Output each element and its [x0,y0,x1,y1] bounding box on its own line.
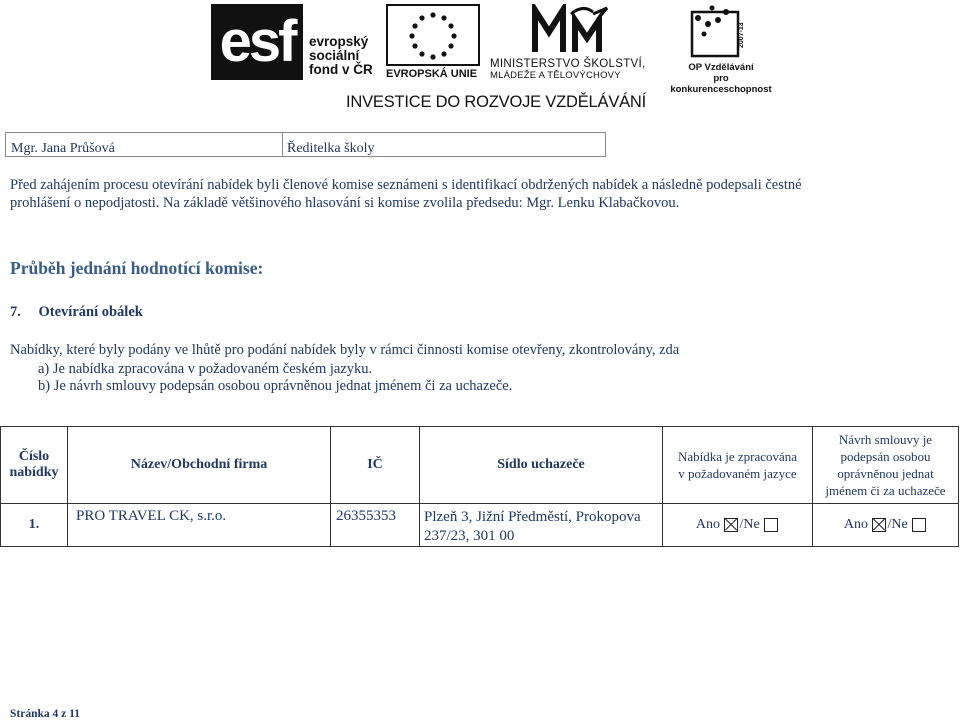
op-seal-text: 2007-13 [738,22,745,48]
header-signature-line-2: podepsán osobou [840,449,931,464]
intro-line-2: prohlášení o nepodjatosti. Na základě většinového hlasování si komise zvolila předsedu: Mgr. Lenku Klabačkovou. [10,195,680,211]
signature-role: Ředitelka školy [287,141,375,156]
op-logo-icon [688,4,752,62]
section-heading: Průběh jednání hodnotící komise: [10,258,264,278]
header-language-line-1: Nabídka je zpracována [677,449,798,464]
row-language-choice [663,504,813,547]
signature-name-cell [6,133,283,156]
header-signature-line-3: oprávněnou jednat [837,466,934,481]
esf-line-2: sociální [309,48,360,63]
header-number-line-1: Číslo [18,449,50,464]
header-language-line-2: v požadovaném jazyce [678,466,797,481]
header-name: Název/Obchodní firma [68,427,331,504]
esf-logo-mark: esf [211,4,303,80]
header-signature-line-4: jménem či za uchazeče [825,483,946,498]
header-language [663,427,813,504]
row-name: PRO TRAVEL CK, s.r.o. [68,504,331,547]
section-7-label: Otevírání obálek [38,304,143,320]
section-7-title [10,304,143,321]
tagline: INVESTICE DO ROZVOJE VZDĚLÁVÁNÍ [346,93,647,111]
row-seat-line-2: 237/23, 301 00 [424,528,515,544]
signature-no-label: /Ne [887,517,908,532]
signature-no-checkbox[interactable] [912,518,926,532]
op-logo-text [666,62,776,95]
row-seat [420,504,663,547]
msmt-line-2: MLÁDEŽE A TĚLOVÝCHOVY [490,70,621,81]
page-number: Stránka 4 z 11 [10,708,80,720]
row-seat-line-1: Plzeň 3, Jižní Předměstí, Prokopova [424,509,641,525]
row-ic: 26355353 [331,504,420,547]
signature-table [5,132,606,157]
eu-label: EVROPSKÁ UNIE [386,68,478,80]
signature-yes-label: Ano [843,517,868,532]
section-7-item-a: a) Je nabídka zpracována v požadovaném českém jazyku. [38,361,373,377]
language-no-label: /Ne [739,517,760,532]
section-7-text: Nabídky, které byly podány ve lhůtě pro podání nabídek byly v rámci činnosti komise otevřeny, zkontrolovány, zda [10,342,680,358]
table-row [1,504,959,547]
esf-logo-text [309,35,373,77]
offers-table [0,426,959,547]
header-signature [813,427,959,504]
eu-flag-icon [386,4,480,66]
header-number [1,427,68,504]
intro-line-1: Před zahájením procesu otevírání nabídek byli členové komise seznámeni s identifikací obdržených nabídek a následně podepsali čestné [10,177,802,193]
header-signature-line-1: Návrh smlouvy je [838,432,933,447]
msmt-line-1: MINISTERSTVO ŠKOLSTVÍ, [490,58,646,70]
esf-line-3: fond v ČR [309,62,373,77]
signature-yes-checkbox[interactable] [872,518,886,532]
msmt-logo-text [490,58,646,82]
row-number: 1. [1,504,68,547]
header-ic: IČ [331,427,420,504]
language-yes-checkbox[interactable] [724,518,738,532]
header-number-line-2: nabídky [9,465,59,480]
header-seat: Sídlo uchazeče [420,427,663,504]
op-line-2: pro konkurenceschopnost [670,73,772,95]
language-no-checkbox[interactable] [764,518,778,532]
section-7-number: 7. [10,304,21,320]
row-signature-choice [813,504,959,547]
table-header-row [1,427,959,504]
signature-name: Mgr. Jana Průšová [11,141,115,156]
msmt-logo-icon [531,4,611,54]
section-7-item-b: b) Je návrh smlouvy podepsán osobou oprávněnou jednat jménem či za uchazeče. [38,378,513,394]
language-yes-label: Ano [695,517,720,532]
op-line-1: OP Vzdělávání [688,62,754,73]
esf-line-1: evropský [309,34,369,49]
